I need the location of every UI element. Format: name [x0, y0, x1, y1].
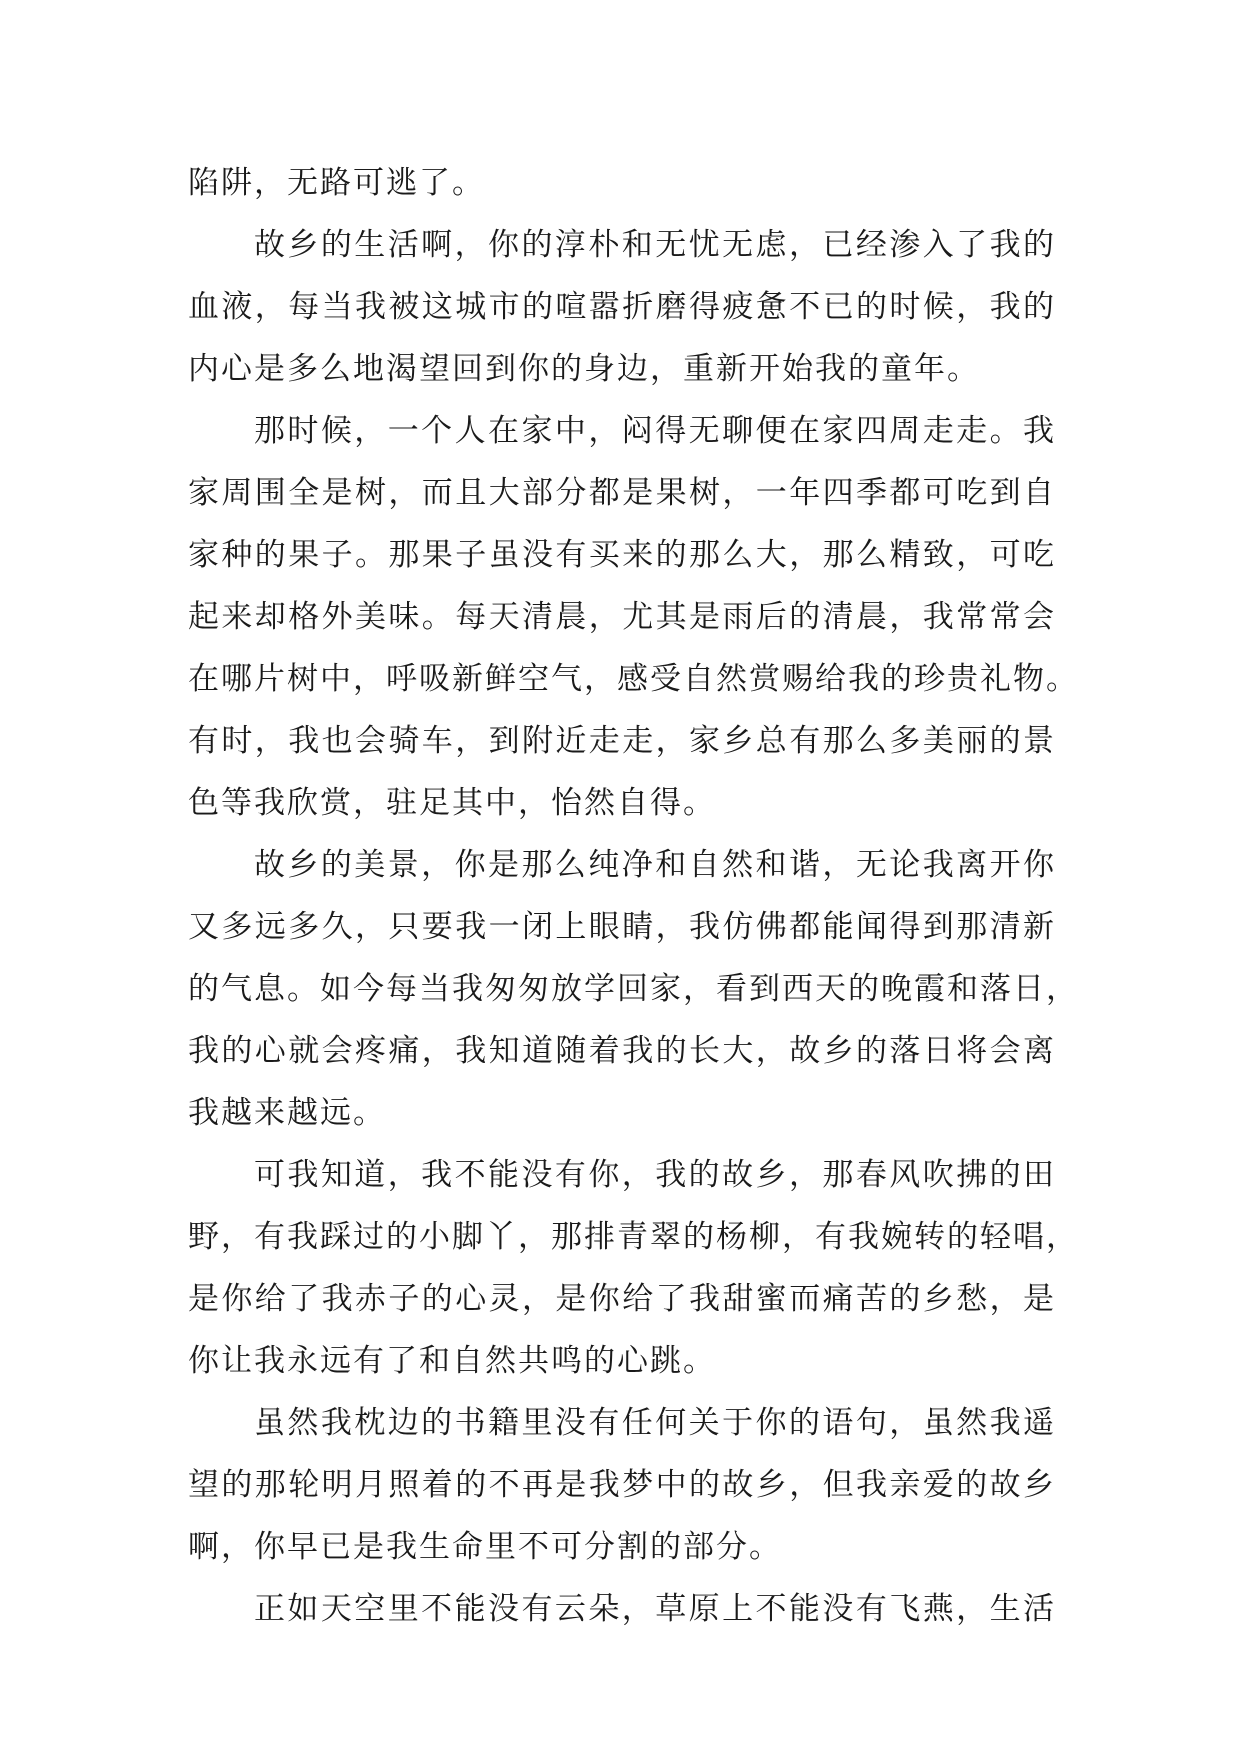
text-line: 起来却格外美味。每天清晨，尤其是雨后的清晨，我常常会 — [188, 599, 1056, 635]
paragraph-5 — [188, 1144, 1079, 1392]
text-line: 故乡的美景，你是那么纯净和自然和谐，无论我离开你 — [254, 847, 1056, 883]
text-line: 色等我欣赏，驻足其中，怡然自得。 — [188, 785, 716, 821]
text-line: 在哪片树中，呼吸新鲜空气，感受自然赏赐给我的珍贵礼物。 — [188, 661, 1079, 697]
text-line: 野，有我踩过的小脚丫，那排青翠的杨柳，有我婉转的轻唱， — [188, 1219, 1079, 1255]
text-line: 望的那轮明月照着的不再是我梦中的故乡，但我亲爱的故乡 — [188, 1467, 1056, 1503]
paragraph-2 — [188, 214, 1056, 400]
text-line: 的气息。如今每当我匆匆放学回家，看到西天的晚霞和落日， — [188, 971, 1079, 1007]
text-line: 血液，每当我被这城市的喧嚣折磨得疲惫不已的时候，我的 — [188, 289, 1056, 325]
text-line: 家种的果子。那果子虽没有买来的那么大，那么精致，可吃 — [188, 537, 1056, 573]
text-line: 正如天空里不能没有云朵，草原上不能没有飞燕，生活 — [254, 1591, 1056, 1627]
text-line: 可我知道，我不能没有你，我的故乡，那春风吹拂的田 — [254, 1157, 1056, 1193]
text-line: 又多远多久，只要我一闭上眼睛，我仿佛都能闻得到那清新 — [188, 909, 1056, 945]
text-line: 陷阱，无路可逃了。 — [188, 165, 485, 201]
text-line: 故乡的生活啊，你的淳朴和无忧无虑，已经渗入了我的 — [254, 227, 1056, 263]
paragraph-4 — [188, 834, 1079, 1144]
paragraph-6 — [188, 1392, 1056, 1578]
text-line: 啊，你早已是我生命里不可分割的部分。 — [188, 1529, 782, 1565]
text-line: 内心是多么地渴望回到你的身边，重新开始我的童年。 — [188, 351, 980, 387]
text-line: 有时，我也会骑车，到附近走走，家乡总有那么多美丽的景 — [188, 723, 1056, 759]
paragraph-1 — [188, 152, 1056, 214]
paragraph-7 — [188, 1578, 1056, 1640]
text-line: 我的心就会疼痛，我知道随着我的长大，故乡的落日将会离 — [188, 1033, 1056, 1069]
document-body — [188, 152, 1079, 1640]
text-line: 是你给了我赤子的心灵，是你给了我甜蜜而痛苦的乡愁，是 — [188, 1281, 1056, 1317]
text-line: 你让我永远有了和自然共鸣的心跳。 — [188, 1343, 716, 1379]
text-line: 我越来越远。 — [188, 1095, 386, 1131]
text-line: 虽然我枕边的书籍里没有任何关于你的语句，虽然我遥 — [254, 1405, 1056, 1441]
paragraph-3 — [188, 400, 1079, 834]
text-line: 家周围全是树，而且大部分都是果树，一年四季都可吃到自 — [188, 475, 1056, 511]
text-line: 那时候，一个人在家中，闷得无聊便在家四周走走。我 — [254, 413, 1056, 449]
